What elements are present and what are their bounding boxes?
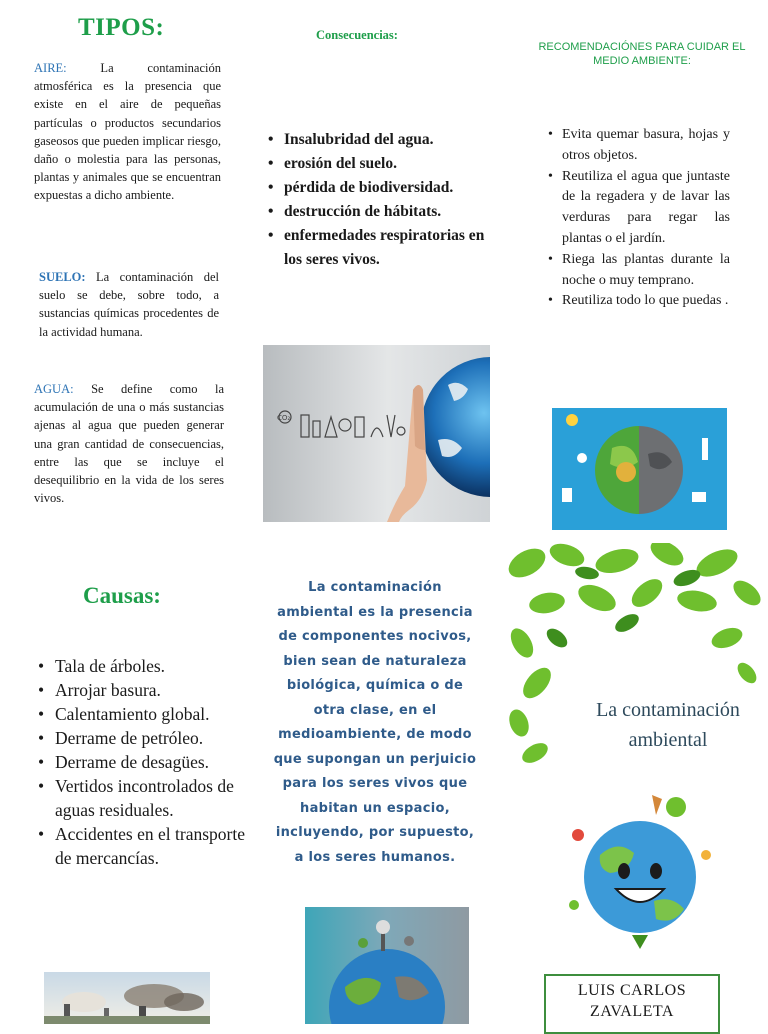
- tipos-heading: TIPOS:: [78, 14, 165, 41]
- author-line2: ZAVALETA: [590, 1003, 674, 1020]
- list-item: • Calentamiento global.: [38, 702, 252, 726]
- agua-paragraph: [34, 380, 224, 507]
- causas-list: [38, 654, 252, 870]
- svg-text:CO₂: CO₂: [277, 414, 291, 422]
- author-line1: LUIS CARLOS: [577, 982, 687, 999]
- aire-text: La contaminación atmosférica es la presencia que existe en el aire de pequeñas partículas o productos secundarios gaseosos que pueden implicar riesgo, daño o molestia para las personas, plantas y animales que se encuentran expuestas a dicho ambiente.: [34, 61, 221, 203]
- recomendaciones-heading: RECOMENDACIÓNES PARA CUIDAR EL MEDIO AMBIENTE:: [538, 41, 746, 67]
- author-box: [544, 974, 720, 1034]
- list-item: • Accidentes en el transporte de mercancías.: [38, 822, 252, 870]
- cover-title: [568, 695, 768, 755]
- list-item: • Vertidos incontrolados de aguas residuales.: [38, 774, 252, 822]
- agua-text: Se define como la acumulación de una o más sustancias ajenas al agua que pueden generar una gran cantidad de consecuencias, entre las que se incluye el desequilibrio en la vida de los seres vivos.: [34, 382, 224, 506]
- aire-paragraph: [34, 59, 221, 205]
- list-item: • destrucción de hábitats.: [268, 200, 490, 224]
- list-item: • enfermedades respiratorias en los seres vivos.: [268, 224, 490, 272]
- list-item: • pérdida de biodiversidad.: [268, 176, 490, 200]
- consecuencias-list: [268, 128, 490, 272]
- aire-label: AIRE:: [34, 61, 67, 75]
- smiling-earth-image: [556, 785, 724, 960]
- hand-earth-image: [263, 345, 490, 522]
- cover-title-line2: ambiental: [628, 729, 708, 751]
- definition-paragraph: La contaminación ambiental es la presencia de componentes nocivos, bien sean de naturaleza biológica, química o de otra clase, en el medioambiente, de modo que supongan un perjuicio para los seres vivos que habitan un espacio, incluyendo, por supuesto, a los seres humanos.: [273, 580, 477, 865]
- list-item: • Reutiliza el agua que juntaste de la regadera y de lavar las verduras para regar las plantas o el jardín.: [548, 167, 730, 250]
- list-item: • Insalubridad del agua.: [268, 128, 490, 152]
- suelo-label: SUELO:: [39, 270, 86, 284]
- suelo-text: La contaminación del suelo se debe, sobre todo, a sustancias químicas procedentes de la actividad humana.: [39, 270, 219, 339]
- agua-label: AGUA:: [34, 382, 74, 396]
- list-item: • Riega las plantas durante la noche o muy temprano.: [548, 250, 730, 292]
- list-item: • Derrame de desagües.: [38, 750, 252, 774]
- list-item: • Reutiliza todo lo que puedas .: [548, 291, 730, 312]
- earth-pollution-image: [305, 907, 469, 1024]
- suelo-paragraph: [39, 268, 219, 341]
- causas-heading: Causas:: [83, 583, 161, 608]
- consecuencias-heading: Consecuencias:: [316, 28, 398, 42]
- list-item: • Arrojar basura.: [38, 678, 252, 702]
- list-item: • Tala de árboles.: [38, 654, 252, 678]
- split-earth-image: [552, 408, 727, 530]
- cover-title-line1: La contaminación: [596, 699, 740, 721]
- list-item: • erosión del suelo.: [268, 152, 490, 176]
- list-item: • Evita quemar basura, hojas y otros objetos.: [548, 125, 730, 167]
- recomendaciones-list: [548, 125, 730, 312]
- pollution-factory-image: [44, 972, 210, 1024]
- list-item: • Derrame de petróleo.: [38, 726, 252, 750]
